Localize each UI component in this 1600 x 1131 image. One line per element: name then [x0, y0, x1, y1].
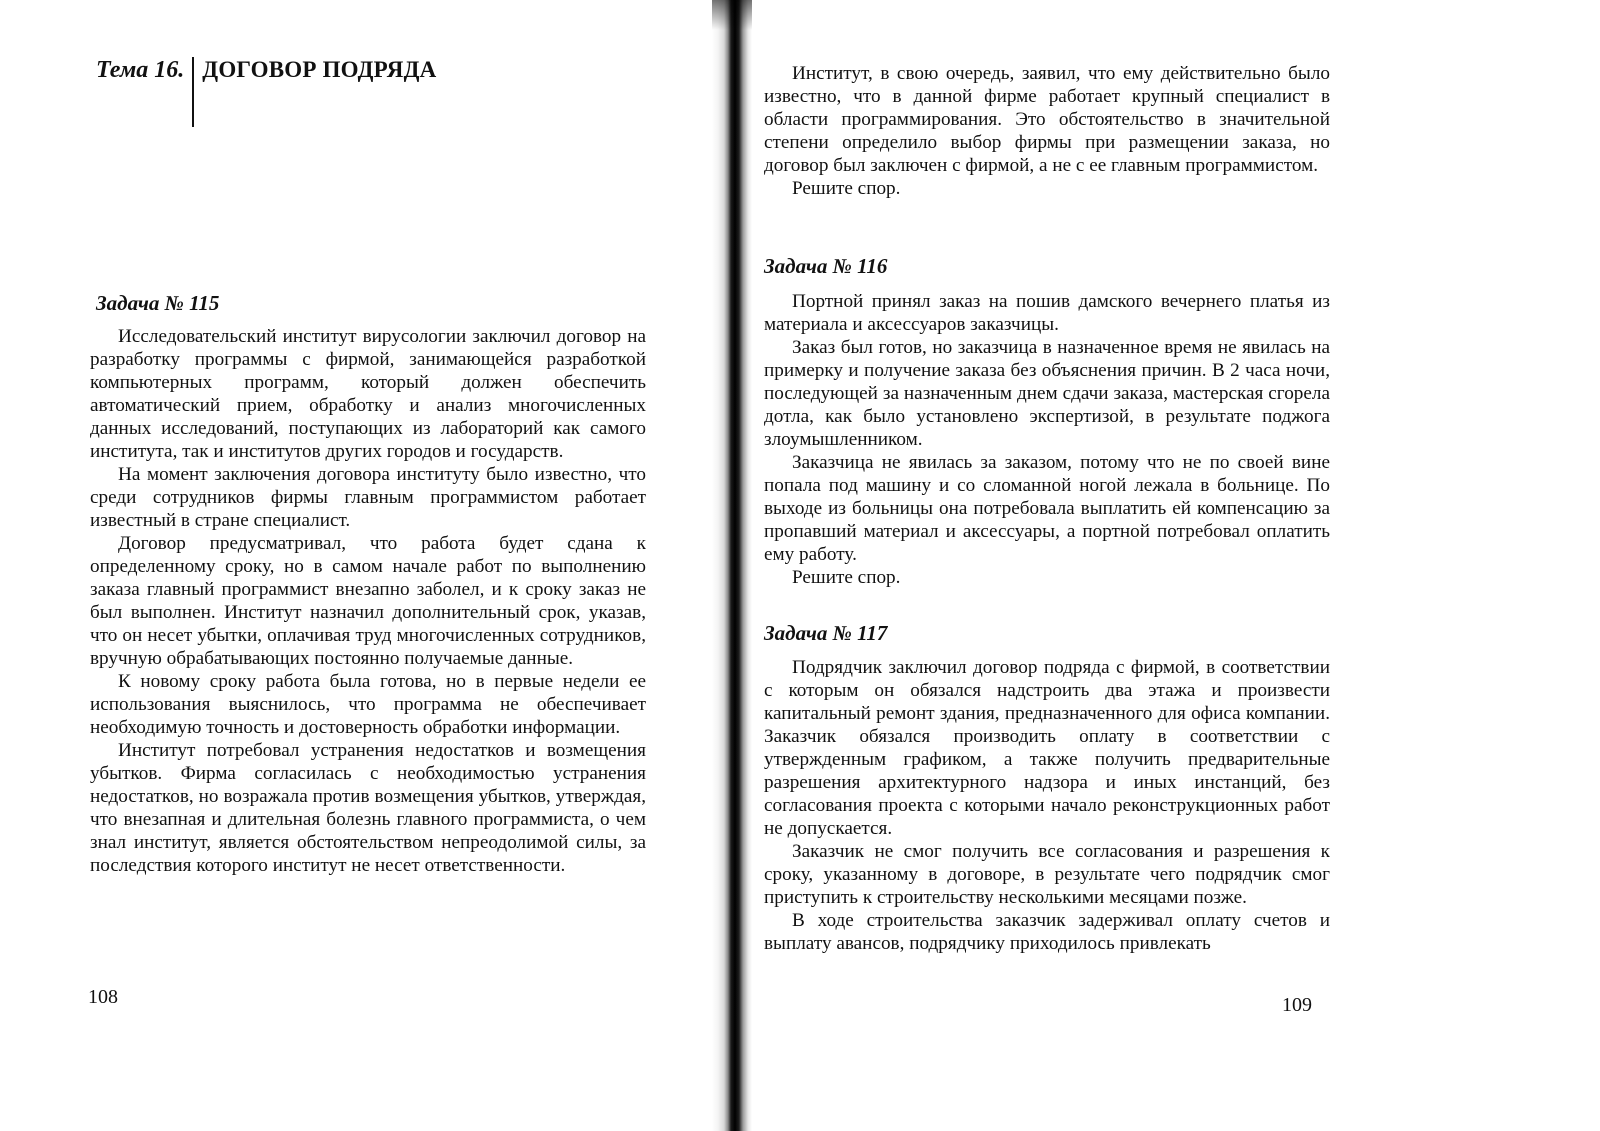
theme-heading — [96, 55, 436, 127]
continuation-body — [764, 62, 1330, 200]
paragraph: Договор предусматривал, что работа будет сдана к определенному сроку, но в самом начале работ по выполнению заказа главный программист внезапно заболел, и к сроку заказ не был выполнен. Институт назначил дополнительный срок, указав, что он несет убытки, оплачивая труд многочисленных сотрудников, вручную обрабатывающих постоянно получаемые данные. — [90, 533, 646, 669]
paragraph: На момент заключения договора институту было известно, что среди сотрудников фирмы главным программистом работает известный в стране специалист. — [90, 464, 646, 531]
paragraph: Заказчица не явилась за заказом, потому что не по своей вине попала под машину и со сломанной ногой лежала в больнице. По выходе из больницы она потребовала выплатить ей компенсацию за пропавший материал и аксессуары, а портной потребовал оплатить ему работу. — [764, 452, 1330, 565]
paragraph: Портной принял заказ на пошив дамского вечернего платья из материала и аксессуаров заказчицы. — [764, 291, 1330, 335]
left-page — [0, 0, 712, 1131]
paragraph: Подрядчик заключил договор подряда с фирмой, в соответствии с которым он обязался надстроить два этажа и произвести капитальный ремонт здания, предназначенного для офиса компании. Заказчик обязался производить оплату в соответствии с утвержденным графиком, а также получить предварительные разрешения архитектурного надзора и иных инстанций, без согласования проекта с которыми начало реконструкционных работ не допускается. — [764, 657, 1330, 839]
paragraph: Заказ был готов, но заказчица в назначенное время не явилась на примерку и получение заказа без объяснения причин. В 2 часа ночи, последующей за назначенным днем сдачи заказа, мастерская сгорела дотла, как было установлено экспертизой, в результате поджога злоумышленником. — [764, 337, 1330, 450]
problem-117-title: Задача № 117 — [764, 621, 888, 645]
problem-117-body — [764, 656, 1330, 955]
paragraph: Исследовательский институт вирусологии заключил договор на разработку программы с фирмой, занимающейся разработкой компьютерных программ, который должен обеспечить автоматический прием, обработку и анализ многочисленных данных исследований, поступающих из лабораторий как самого института, так и институтов других городов и государств. — [90, 326, 646, 462]
theme-label: Тема 16. — [96, 57, 185, 83]
problem-116-title: Задача № 116 — [764, 254, 888, 278]
paragraph: Решите спор. — [792, 567, 901, 588]
right-page — [752, 0, 1600, 1131]
theme-title: ДОГОВОР ПОДРЯДА — [202, 57, 437, 82]
problem-115-title: Задача № 115 — [96, 291, 220, 315]
problem-115-body — [90, 325, 646, 877]
problem-116-body — [764, 290, 1330, 589]
page-number: 109 — [1282, 994, 1312, 1016]
paragraph: Институт потребовал устранения недостатков и возмещения убытков. Фирма согласилась с необходимостью устранения недостатков, но возражала против возмещения убытков, утверждая, что внезапная и длительная болезнь главного программиста, о чем знал институт, является обстоятельством непреодолимой силы, за последствия которого институт не несет ответственности. — [90, 740, 646, 876]
paragraph: К новому сроку работа была готова, но в первые недели ее использования выяснилось, что программа не обеспечивает необходимую точность и достоверность обработки информации. — [90, 671, 646, 738]
book-spine — [712, 0, 752, 1131]
paragraph: Институт, в свою очередь, заявил, что ему действительно было известно, что в данной фирме работает крупный специалист в области программирования. Это обстоятельство в значительной степени определило выбор фирмы при размещении заказа, но договор был заключен с фирмой, а не с ее главным программистом. — [764, 63, 1330, 176]
page-number: 108 — [88, 986, 118, 1008]
paragraph: Заказчик не смог получить все согласования и разрешения к сроку, указанному в договоре, в результате чего подрядчик смог приступить к строительству несколькими месяцами позже. — [764, 841, 1330, 908]
paragraph: В ходе строительства заказчик задерживал оплату счетов и выплату авансов, подрядчику приходилось привлекать — [764, 910, 1330, 954]
paragraph: Решите спор. — [792, 178, 901, 199]
spine-shadow — [712, 0, 752, 30]
